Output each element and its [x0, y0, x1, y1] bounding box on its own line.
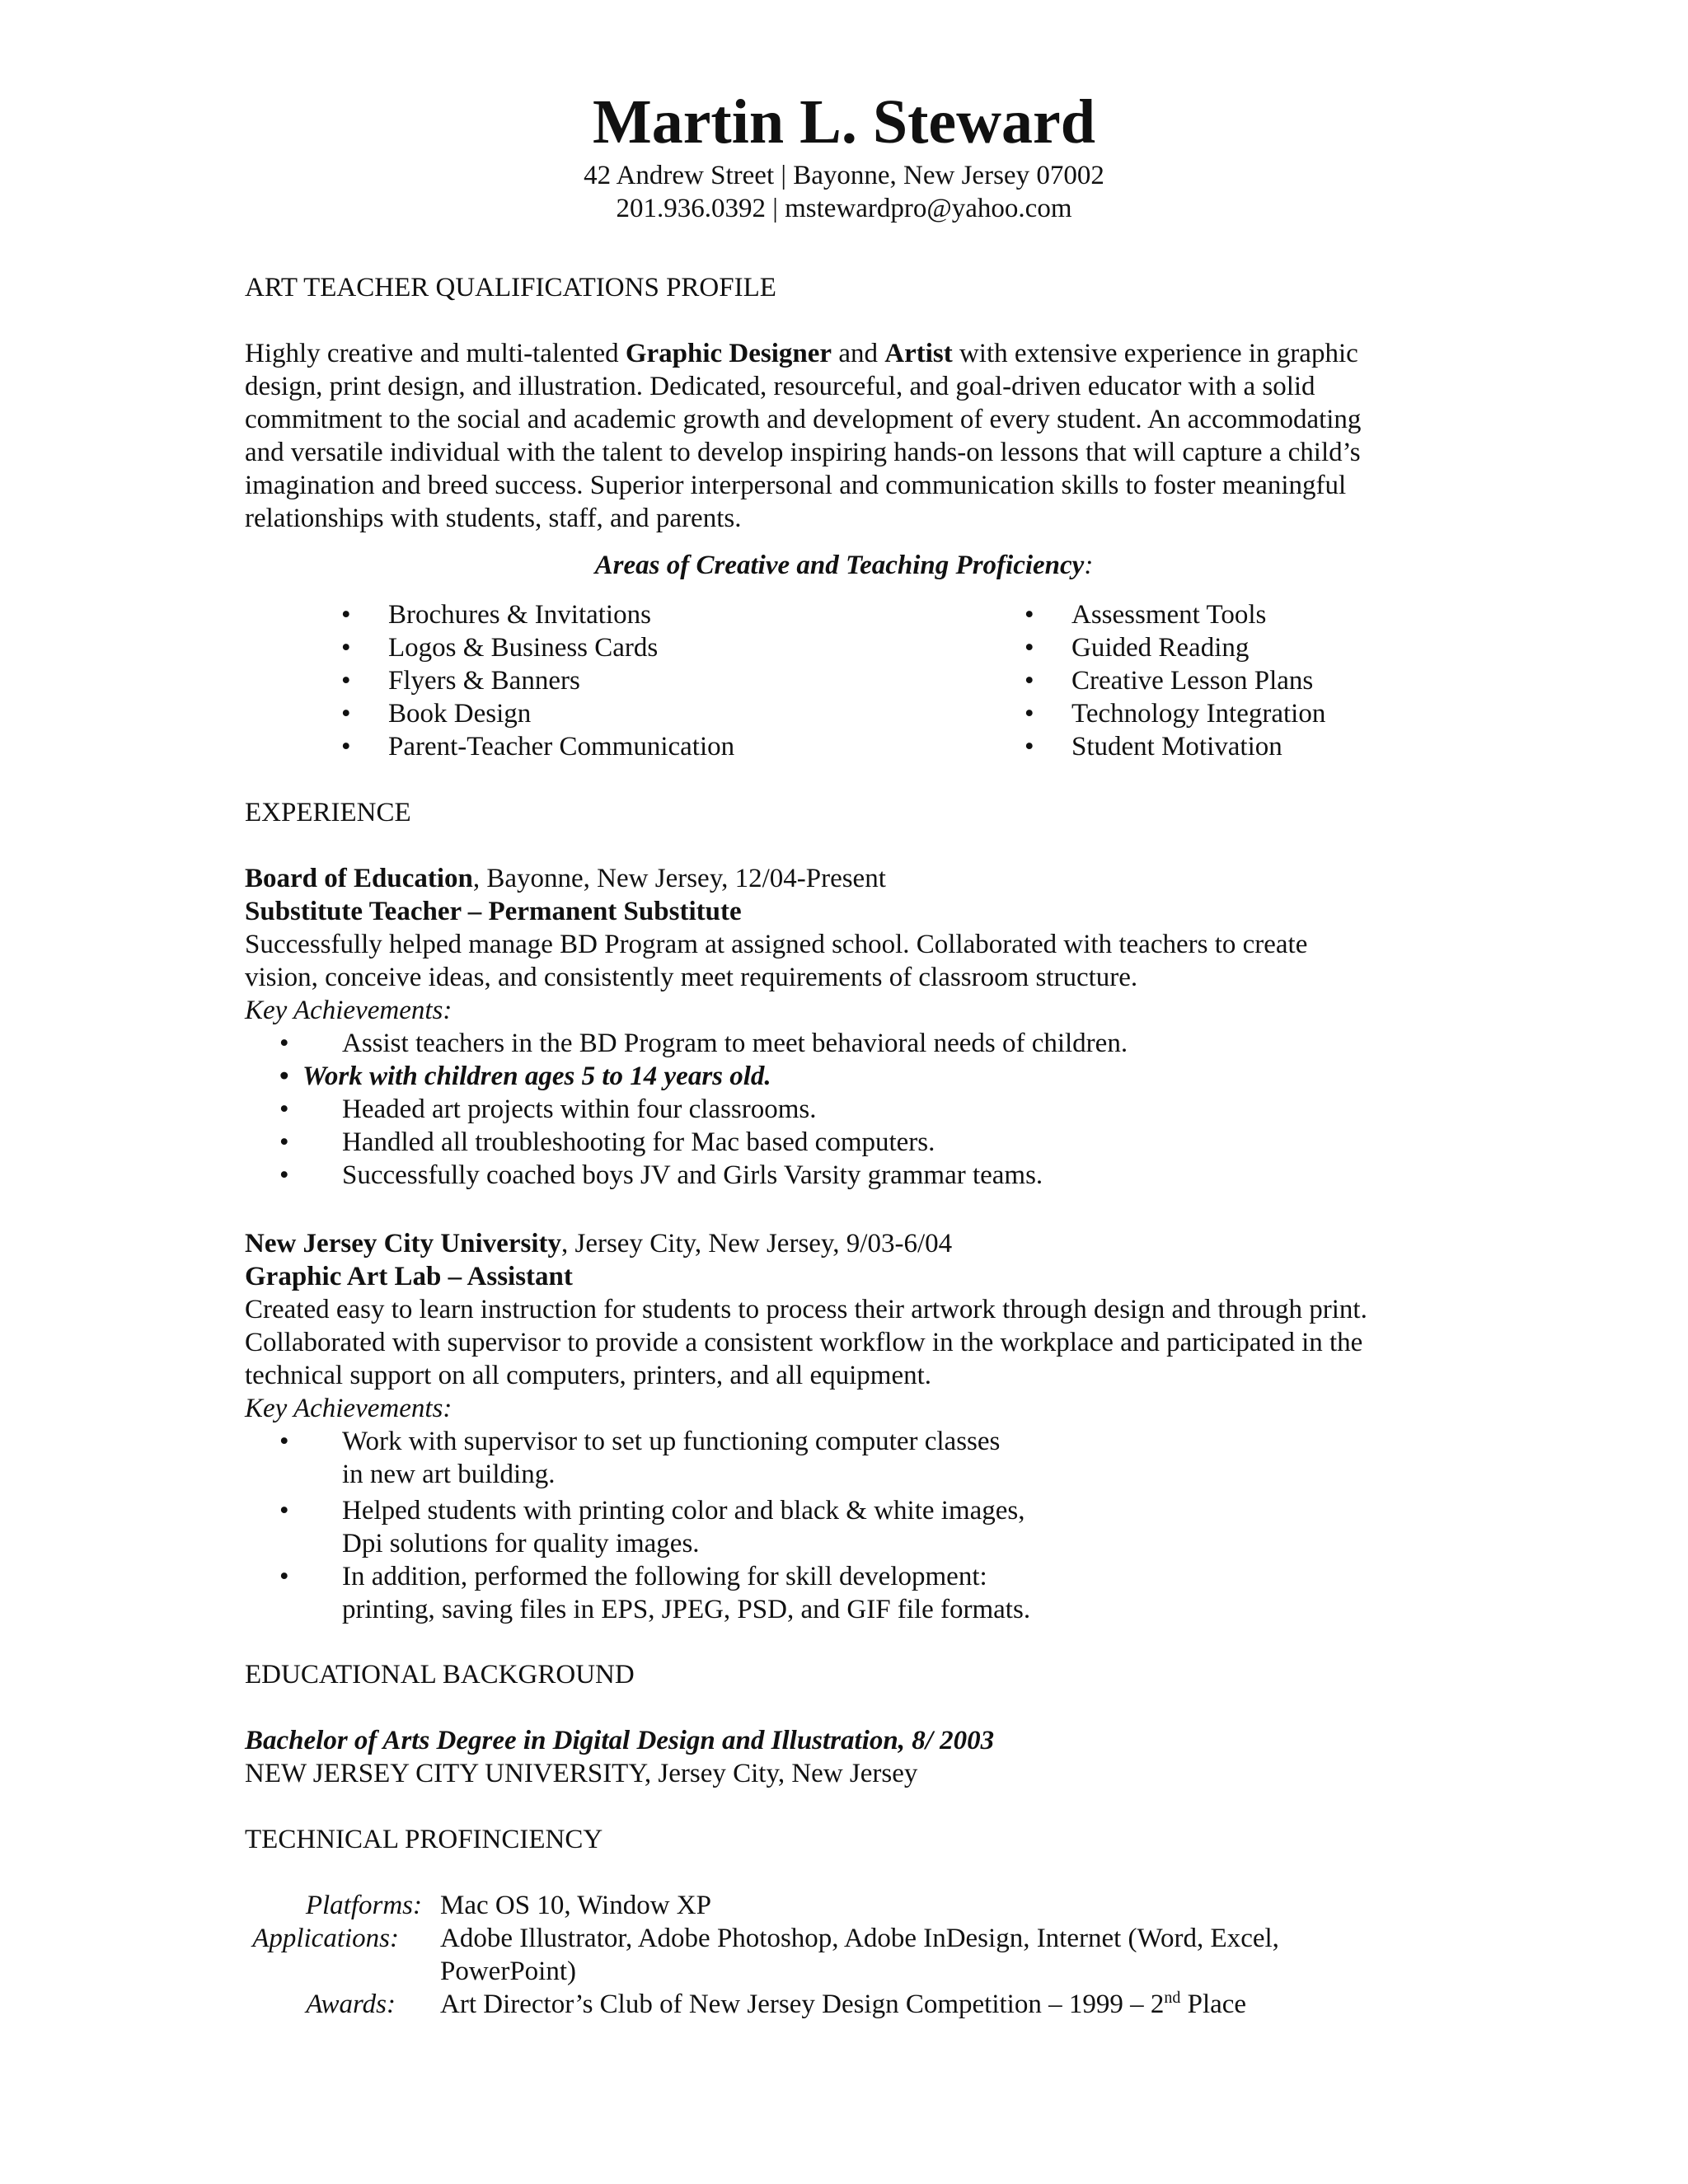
- job2-achievement-cont: printing, saving files in EPS, JPEG, PSD, and GIF file formats.: [342, 1595, 1031, 1624]
- achievement-bullet: •: [279, 1562, 289, 1591]
- address-line: 42 Andrew Street | Bayonne, New Jersey 07002: [584, 161, 1104, 190]
- applications-value-cont: PowerPoint): [440, 1957, 576, 1986]
- job2-title: Graphic Art Lab – Assistant: [245, 1262, 573, 1291]
- areas-left-item: Brochures & Invitations: [388, 600, 651, 630]
- areas-bullet: •: [1025, 732, 1034, 762]
- areas-title-colon: :: [1084, 551, 1094, 580]
- areas-bullet: •: [1025, 699, 1034, 729]
- contact-line: 201.936.0392 | mstewardpro@yahoo.com: [616, 194, 1072, 223]
- job2-location-dates: , Jersey City, New Jersey, 9/03-6/04: [560, 1229, 953, 1258]
- job1-desc-line: Successfully helped manage BD Program at assigned school. Collaborated with teachers to create: [245, 930, 1308, 959]
- profile-text: with extensive experience in graphic: [952, 339, 1358, 368]
- areas-bullet: •: [1025, 633, 1034, 663]
- areas-bullet: •: [341, 699, 351, 729]
- achievement-bullet: •: [279, 1062, 289, 1091]
- job1-location-dates: , Bayonne, New Jersey, 12/04-Present: [472, 864, 886, 893]
- awards-ordinal-suffix: nd: [1164, 1989, 1181, 2007]
- job2-desc-line: technical support on all computers, printers, and all equipment.: [245, 1361, 932, 1390]
- job2-achievement: In addition, performed the following for skill development:: [342, 1562, 987, 1591]
- areas-title-text: Areas of Creative and Teaching Proficiency: [594, 551, 1085, 580]
- achievement-bullet: •: [279, 1094, 289, 1124]
- areas-bullet: •: [1025, 600, 1034, 630]
- job2-achievement-cont: Dpi solutions for quality images.: [342, 1529, 700, 1558]
- achievement-bullet: •: [279, 1029, 289, 1058]
- platforms-value: Mac OS 10, Window XP: [440, 1891, 711, 1920]
- profile-text: Highly creative and multi-talented: [245, 339, 626, 368]
- awards-label: Awards:: [306, 1990, 396, 2019]
- technical-heading: TECHNICAL PROFINCIENCY: [245, 1825, 603, 1854]
- areas-right-item: Technology Integration: [1071, 699, 1326, 729]
- areas-right-item: Assessment Tools: [1071, 600, 1267, 630]
- profile-text: and: [832, 339, 885, 368]
- profile-line-6: relationships with students, staff, and parents.: [245, 504, 742, 533]
- areas-bullet: •: [341, 732, 351, 762]
- platforms-label: Platforms:: [305, 1891, 422, 1920]
- areas-left-item: Book Design: [388, 699, 532, 729]
- experience-heading: EXPERIENCE: [245, 798, 411, 827]
- areas-right-item: Creative Lesson Plans: [1071, 666, 1314, 696]
- awards-text-end: Place: [1180, 1990, 1247, 2019]
- areas-bullet: •: [1025, 666, 1034, 696]
- awards-value: [440, 1988, 1246, 2021]
- education-heading: EDUCATIONAL BACKGROUND: [245, 1660, 635, 1690]
- applications-value: Adobe Illustrator, Adobe Photoshop, Adobe InDesign, Internet (Word, Excel,: [440, 1924, 1279, 1953]
- profile-line-2: design, print design, and illustration. Dedicated, resourceful, and goal-driven educator with a solid: [245, 372, 1315, 401]
- areas-title: [0, 549, 1688, 582]
- areas-bullet: •: [341, 633, 351, 663]
- job2-achievement: Helped students with printing color and black & white images,: [342, 1496, 1025, 1526]
- applications-label: Applications:: [252, 1924, 399, 1953]
- degree: Bachelor of Arts Degree in Digital Design and Illustration, 8/ 2003: [245, 1726, 995, 1755]
- areas-bullet: •: [341, 600, 351, 630]
- job1-desc-line: vision, conceive ideas, and consistently meet requirements of classroom structure.: [245, 963, 1138, 992]
- job1-achievement: Handled all troubleshooting for Mac based computers.: [342, 1127, 935, 1157]
- job1-achievement: Successfully coached boys JV and Girls Varsity grammar teams.: [342, 1160, 1043, 1190]
- achievement-bullet: •: [279, 1427, 289, 1456]
- profile-line-5: imagination and breed success. Superior interpersonal and communication skills to foster meaningful: [245, 471, 1347, 500]
- areas-right-item: Student Motivation: [1071, 732, 1282, 762]
- job2-employer: New Jersey City University: [245, 1229, 561, 1258]
- profile-bold-artist: Artist: [884, 339, 953, 368]
- job1-employer: Board of Education: [245, 864, 473, 893]
- awards-text: Art Director’s Club of New Jersey Design Competition – 1999 – 2: [440, 1990, 1165, 2019]
- profile-line-1: [245, 337, 1358, 370]
- achievement-bullet: •: [279, 1127, 289, 1157]
- achievement-bullet: •: [279, 1496, 289, 1526]
- school: NEW JERSEY CITY UNIVERSITY, Jersey City, New Jersey: [245, 1759, 918, 1788]
- achievement-bullet: •: [279, 1160, 289, 1190]
- job1-achievement: Assist teachers in the BD Program to meet behavioral needs of children.: [342, 1029, 1128, 1058]
- job2-desc-line: Collaborated with supervisor to provide a consistent workflow in the workplace and participated in the: [245, 1328, 1363, 1357]
- areas-right-item: Guided Reading: [1071, 633, 1250, 663]
- job2-key-achievements-label: Key Achievements:: [245, 1394, 452, 1423]
- profile-line-3: commitment to the social and academic growth and development of every student. An accommodating: [245, 405, 1362, 434]
- job2-desc-line: Created easy to learn instruction for students to process their artwork through design and through print.: [245, 1295, 1367, 1324]
- job2-achievement: Work with supervisor to set up functioning computer classes: [342, 1427, 1001, 1456]
- job1-title: Substitute Teacher – Permanent Substitute: [245, 897, 742, 926]
- job2-achievement-cont: in new art building.: [342, 1460, 556, 1489]
- profile-line-4: and versatile individual with the talent to develop inspiring hands-on lessons that will capture a child’s: [245, 438, 1361, 467]
- job1-achievement-highlight: Work with children ages 5 to 14 years old.: [302, 1062, 771, 1091]
- resume-name: Martin L. Steward: [592, 87, 1096, 157]
- job1-achievement: Headed art projects within four classrooms.: [342, 1094, 817, 1124]
- areas-bullet: •: [341, 666, 351, 696]
- areas-left-item: Flyers & Banners: [388, 666, 580, 696]
- profile-bold-graphic-designer: Graphic Designer: [625, 339, 832, 368]
- areas-left-item: Logos & Business Cards: [388, 633, 659, 663]
- job1-employer-line: [245, 862, 886, 895]
- job2-employer-line: [245, 1227, 952, 1260]
- job1-key-achievements-label: Key Achievements:: [245, 996, 452, 1025]
- areas-left-item: Parent-Teacher Communication: [388, 732, 735, 762]
- profile-heading: ART TEACHER QUALIFICATIONS PROFILE: [245, 273, 776, 302]
